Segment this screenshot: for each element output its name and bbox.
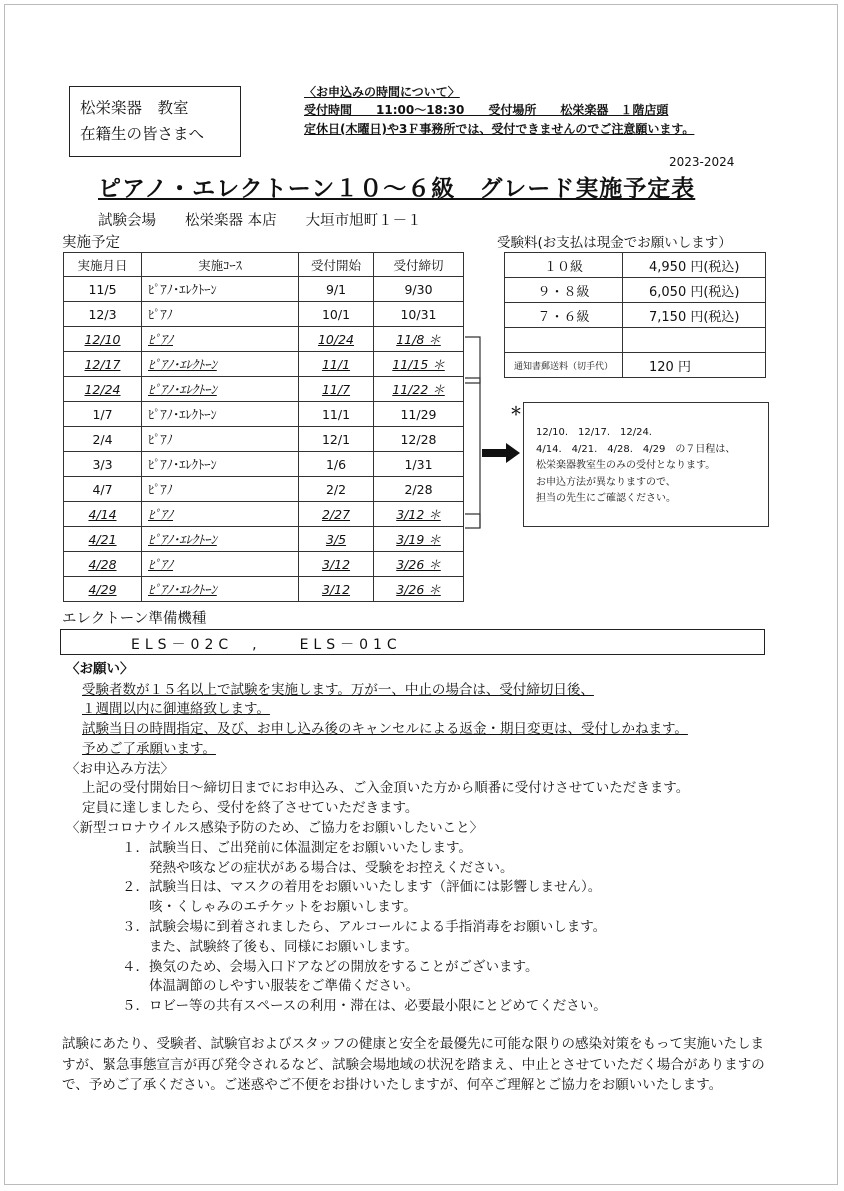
request-heading: 〈お願い〉 xyxy=(66,661,134,677)
bracket-arrow xyxy=(462,330,524,542)
cell-date: 4/21 xyxy=(64,527,142,552)
table-row xyxy=(64,377,464,402)
cell-course: ﾋﾟｱﾉ xyxy=(142,552,299,577)
fee-grade: １０級 xyxy=(505,253,623,278)
cell-close: 1/31 xyxy=(374,452,464,477)
schedule-label: 実施予定 xyxy=(62,235,120,251)
note-line: 4/14. 4/21. 4/28. 4/29 の７日程は、 xyxy=(536,443,736,455)
cell-close: 11/15 ＊ xyxy=(374,352,464,377)
request-line: 予めご了承願います。 xyxy=(82,741,216,757)
table-row xyxy=(64,277,464,302)
table-row xyxy=(64,352,464,377)
cell-open: 3/12 xyxy=(299,552,374,577)
method-heading: 〈お申込み方法〉 xyxy=(66,761,174,777)
cell-close: 3/19 ＊ xyxy=(374,527,464,552)
header-open: 受付開始 xyxy=(299,253,374,277)
cell-close: 3/12 ＊ xyxy=(374,502,464,527)
covid-line: ５．ロビー等の共有スペースの利用・滞在は、必要最小限にとどめてください。 xyxy=(122,998,607,1014)
fee-grade: ９・８級 xyxy=(505,278,623,303)
cell-open: 9/1 xyxy=(299,277,374,302)
method-line: 上記の受付開始日～締切日までにお申込み、ご入金頂いた方から順番に受付けさせていただきます。 xyxy=(82,780,690,796)
covid-line: ２．試験当日は、マスクの着用をお願いいたします（評価には影響しません）。 xyxy=(122,879,602,895)
venue: 試験会場 松栄楽器 本店 大垣市旭町１－１ xyxy=(98,213,422,229)
cell-date: 4/29 xyxy=(64,577,142,602)
method-line: 定員に達しましたら、受付を終了させていただきます。 xyxy=(82,800,419,816)
cell-close: 2/28 xyxy=(374,477,464,502)
covid-line: ３．試験会場に到着されましたら、アルコールによる手指消毒をお願いします。 xyxy=(122,919,607,935)
header-date: 実施月日 xyxy=(64,253,142,277)
fee-row xyxy=(505,328,766,353)
fee-price: 7,150 円(税込) xyxy=(623,303,766,328)
table-row xyxy=(64,452,464,477)
asterisk-note-box xyxy=(523,402,769,527)
cell-date: 12/17 xyxy=(64,352,142,377)
note-line: 担当の先生にご確認ください。 xyxy=(536,493,676,504)
fee-row xyxy=(505,353,766,378)
schedule-table xyxy=(63,252,464,602)
electone-label: エレクトーン準備機種 xyxy=(62,611,207,627)
covid-line: 体温調節のしやすい服装をご準備ください。 xyxy=(122,978,419,994)
cell-date: 12/24 xyxy=(64,377,142,402)
table-row xyxy=(64,527,464,552)
schedule-header-row xyxy=(64,253,464,277)
table-row xyxy=(64,327,464,352)
table-row xyxy=(64,477,464,502)
page-title: ピアノ・エレクトーン１０～６級 グレード実施予定表 xyxy=(98,176,696,202)
cell-date: 2/4 xyxy=(64,427,142,452)
cell-date: 12/3 xyxy=(64,302,142,327)
covid-line: また、試験終了後も、同様にお願いします。 xyxy=(122,939,418,955)
classroom-box xyxy=(69,86,241,157)
fee-grade: ７・６級 xyxy=(505,303,623,328)
cell-date: 1/7 xyxy=(64,402,142,427)
cell-date: 11/5 xyxy=(64,277,142,302)
fee-label: 受験料(お支払は現金でお願いします） xyxy=(497,235,732,251)
fee-row xyxy=(505,278,766,303)
cell-date: 4/14 xyxy=(64,502,142,527)
table-row xyxy=(64,402,464,427)
cell-course: ﾋﾟｱﾉ xyxy=(142,327,299,352)
cell-close: 3/26 ＊ xyxy=(374,577,464,602)
classroom-line1: 松栄楽器 教室 xyxy=(80,99,189,117)
fee-table xyxy=(504,252,766,378)
cell-close: 12/28 xyxy=(374,427,464,452)
covid-line: 咳・くしゃみのエチケットをお願いします。 xyxy=(122,899,417,915)
cell-open: 12/1 xyxy=(299,427,374,452)
note-line: 12/10. 12/17. 12/24. xyxy=(536,427,652,438)
reception-hours: 受付時間 11:00～18:30 受付場所 松栄楽器 １階店頭 xyxy=(304,103,669,117)
cell-close: 10/31 xyxy=(374,302,464,327)
cell-open: 3/12 xyxy=(299,577,374,602)
cell-course: ﾋﾟｱﾉ･ｴﾚｸﾄｰﾝ xyxy=(142,527,299,552)
note-line: お申込方法が異なりますので、 xyxy=(536,476,676,488)
covid-line: ４．換気のため、会場入口ドアなどの開放をすることがございます。 xyxy=(122,959,539,975)
cell-course: ﾋﾟｱﾉ xyxy=(142,427,299,452)
cell-course: ﾋﾟｱﾉ xyxy=(142,302,299,327)
cell-open: 11/1 xyxy=(299,352,374,377)
cell-close: 11/8 ＊ xyxy=(374,327,464,352)
cell-course: ﾋﾟｱﾉ xyxy=(142,477,299,502)
covid-line: １．試験当日、ご出発前に体温測定をお願いいたします。 xyxy=(122,840,472,856)
cell-course: ﾋﾟｱﾉ･ｴﾚｸﾄｰﾝ xyxy=(142,277,299,302)
electone-models: ELS－02C , ELS－01C xyxy=(60,629,765,655)
cell-open: 11/1 xyxy=(299,402,374,427)
fee-row xyxy=(505,303,766,328)
cell-course: ﾋﾟｱﾉ･ｴﾚｸﾄｰﾝ xyxy=(142,352,299,377)
table-row xyxy=(64,302,464,327)
cell-open: 2/27 xyxy=(299,502,374,527)
classroom-line2: 在籍生の皆さまへ xyxy=(80,125,205,143)
fee-price: 4,950 円(税込) xyxy=(623,253,766,278)
table-row xyxy=(64,577,464,602)
table-row xyxy=(64,427,464,452)
cell-course: ﾋﾟｱﾉ･ｴﾚｸﾄｰﾝ xyxy=(142,402,299,427)
cell-close: 11/22 ＊ xyxy=(374,377,464,402)
asterisk-mark: ＊ xyxy=(510,404,523,418)
cell-open: 10/24 xyxy=(299,327,374,352)
cell-open: 2/2 xyxy=(299,477,374,502)
cell-close: 9/30 xyxy=(374,277,464,302)
time-notice-heading: 〈お申込みの時間について〉 xyxy=(304,85,460,99)
request-line: １週間以内に御連絡致します。 xyxy=(82,701,270,717)
cell-open: 3/5 xyxy=(299,527,374,552)
table-row xyxy=(64,552,464,577)
header-course: 実施ｺｰｽ xyxy=(142,253,299,277)
table-row xyxy=(64,502,464,527)
cell-course: ﾋﾟｱﾉ･ｴﾚｸﾄｰﾝ xyxy=(142,377,299,402)
cell-course: ﾋﾟｱﾉ･ｴﾚｸﾄｰﾝ xyxy=(142,452,299,477)
cell-date: 4/28 xyxy=(64,552,142,577)
cell-close: 11/29 xyxy=(374,402,464,427)
closed-notice: 定休日(木曜日)や3Ｆ事務所では、受付できませんのでご注意願います。 xyxy=(304,122,695,136)
cell-open: 1/6 xyxy=(299,452,374,477)
cell-date: 12/10 xyxy=(64,327,142,352)
fee-price: 6,050 円(税込) xyxy=(623,278,766,303)
covid-heading: 〈新型コロナウイルス感染予防のため、ご協力をお願いしたいこと〉 xyxy=(66,820,484,836)
cell-date: 4/7 xyxy=(64,477,142,502)
year-label: 2023-2024 xyxy=(669,155,735,169)
header-close: 受付締切 xyxy=(374,253,464,277)
cell-course: ﾋﾟｱﾉ･ｴﾚｸﾄｰﾝ xyxy=(142,577,299,602)
cell-date: 3/3 xyxy=(64,452,142,477)
fee-price xyxy=(623,328,766,353)
covid-line: 発熱や咳などの症状がある場合は、受験をお控えください。 xyxy=(122,860,514,876)
cell-course: ﾋﾟｱﾉ xyxy=(142,502,299,527)
closing-paragraph: 試験にあたり、受験者、試験官およびスタッフの健康と安全を最優先に可能な限りの感染対策をもって実施いたしますが、緊急事態宣言が再び発令されるなど、試験会場地域の状況を踏まえ、中止とさせていただく場合がありますので、予めご了承ください。ご迷惑やご不便をお掛けいたしますが、何卒ご理解とご協力をお願いいたします。 xyxy=(62,1036,765,1093)
fee-row xyxy=(505,253,766,278)
cell-open: 11/7 xyxy=(299,377,374,402)
cell-close: 3/26 ＊ xyxy=(374,552,464,577)
request-line: 試験当日の時間指定、及び、お申し込み後のキャンセルによる返金・期日変更は、受付しかねます。 xyxy=(82,721,688,737)
fee-price: 120 円 xyxy=(623,353,766,378)
cell-open: 10/1 xyxy=(299,302,374,327)
request-line: 受験者数が１５名以上で試験を実施します。万が一、中止の場合は、受付締切日後、 xyxy=(82,682,594,698)
note-line: 松栄楽器教室生のみの受付となります。 xyxy=(536,460,716,471)
fee-grade: 通知書郵送料（切手代） xyxy=(505,353,623,378)
